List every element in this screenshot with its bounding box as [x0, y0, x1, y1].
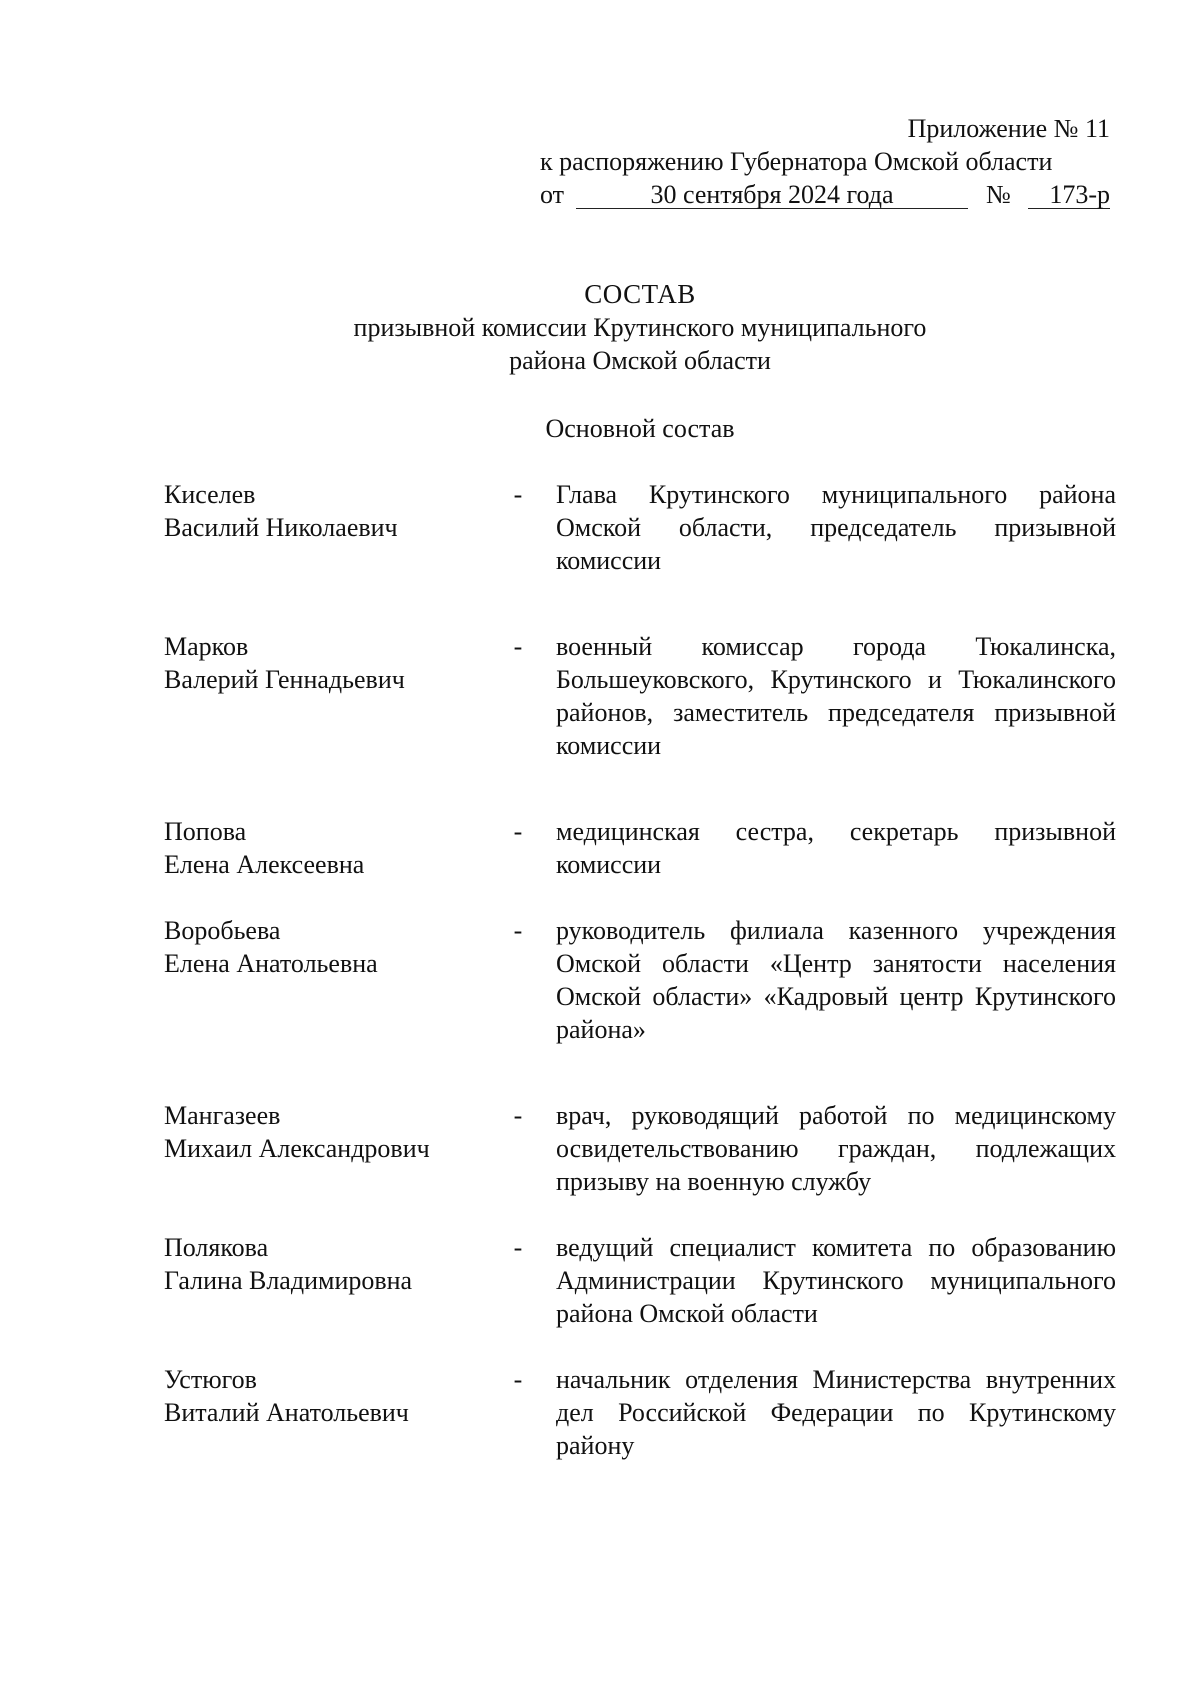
member-surname: Воробьева — [164, 916, 281, 945]
member-role: начальник отделения Министерства внутренних дел Российской Федерации по Крутинскому району — [556, 1365, 1116, 1460]
member-entry — [164, 914, 1118, 1046]
member-surname: Марков — [164, 632, 249, 661]
member-given-name: Виталий Анатольевич — [164, 1398, 409, 1427]
title-main: СОСТАВ — [584, 279, 696, 309]
member-dash: - — [513, 916, 523, 945]
member-role: руководитель филиала казенного учреждения Омской области «Центр занятости населения Омской области» «Кадровый центр Крутинского района» — [556, 916, 1116, 1044]
member-surname: Попова — [164, 817, 247, 846]
title-line-2: призывной комиссии Крутинского муниципального — [353, 313, 927, 342]
member-name — [164, 1099, 504, 1165]
date-prefix-label: от — [540, 180, 565, 209]
member-name — [164, 630, 504, 696]
member-dash: - — [513, 817, 523, 846]
document-title — [160, 278, 1120, 377]
member-entry — [164, 1231, 1118, 1330]
member-given-name: Елена Анатольевна — [164, 949, 378, 978]
member-given-name: Елена Алексеевна — [164, 850, 365, 879]
members-list — [164, 478, 1118, 1462]
appendix-number: Приложение № 11 — [907, 114, 1110, 143]
member-name — [164, 478, 504, 544]
section-heading: Основной состав — [545, 414, 735, 443]
member-dash: - — [513, 1365, 523, 1394]
member-entry — [164, 630, 1118, 762]
member-role: военный комиссар города Тюкалинска, Большеуковского, Крутинского и Тюкалинского районов, заместитель председателя призывной комиссии — [556, 632, 1116, 760]
member-dash: - — [513, 1101, 523, 1130]
appendix-reference: к распоряжению Губернатора Омской области — [540, 147, 1053, 176]
number-sign-label: № — [986, 180, 1011, 209]
order-date: 30 сентября 2024 года — [576, 178, 968, 209]
member-surname: Мангазеев — [164, 1101, 281, 1130]
member-given-name: Галина Владимировна — [164, 1266, 413, 1295]
title-line-3: района Омской области — [509, 346, 771, 375]
member-entry — [164, 1363, 1118, 1462]
member-role: врач, руководящий работой по медицинскому освидетельствованию граждан, подлежащих призыву на военную службу — [556, 1101, 1116, 1196]
member-surname: Киселев — [164, 480, 256, 509]
member-given-name: Валерий Геннадьевич — [164, 665, 405, 694]
appendix-date-line — [540, 178, 1110, 211]
member-entry — [164, 1099, 1118, 1198]
member-role: ведущий специалист комитета по образованию Администрации Крутинского муниципального района Омской области — [556, 1233, 1116, 1328]
appendix-header — [540, 112, 1110, 211]
member-surname: Полякова — [164, 1233, 269, 1262]
member-entry — [164, 815, 1118, 881]
member-dash: - — [513, 632, 523, 661]
member-role: Глава Крутинского муниципального района Омской области, председатель призывной комиссии — [556, 480, 1116, 575]
member-name — [164, 914, 504, 980]
order-number: 173-р — [1028, 178, 1110, 209]
member-name — [164, 815, 504, 881]
member-surname: Устюгов — [164, 1365, 257, 1394]
member-dash: - — [513, 480, 523, 509]
member-dash: - — [513, 1233, 523, 1262]
member-name — [164, 1231, 504, 1297]
member-given-name: Михаил Александрович — [164, 1134, 430, 1163]
member-name — [164, 1363, 504, 1429]
member-role: медицинская сестра, секретарь призывной комиссии — [556, 817, 1116, 879]
member-entry — [164, 478, 1118, 577]
member-given-name: Василий Николаевич — [164, 513, 398, 542]
